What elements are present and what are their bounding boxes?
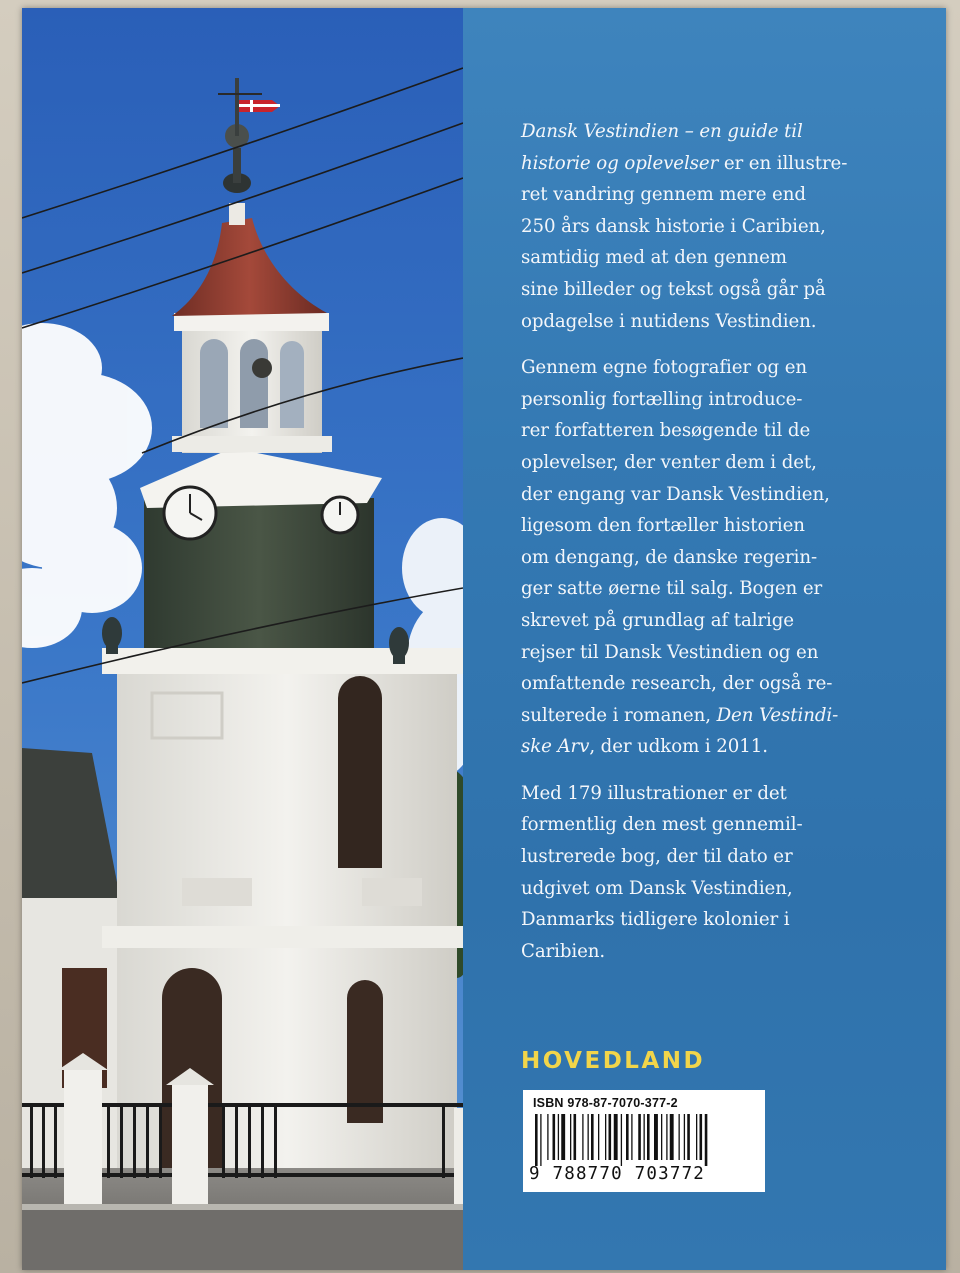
barcode-bar xyxy=(561,1114,565,1160)
barcode-bar xyxy=(705,1114,708,1166)
barcode-bar xyxy=(535,1114,538,1166)
novel-title-italic: Den Vestindi- ske Arv xyxy=(521,704,839,758)
barcode-bar xyxy=(654,1114,658,1160)
barcode-bar xyxy=(609,1114,612,1160)
barcode-bar xyxy=(684,1114,685,1160)
barcode-label xyxy=(523,1090,765,1192)
barcode-bar xyxy=(696,1114,697,1160)
blurb-paragraph-3: Med 179 illustrationer er det formentlig den mest gennemil- lustrerede bog, der til dato er udgivet om Dansk Vestindien, Danmarks tidligere kolonier i Caribien. xyxy=(521,782,803,962)
barcode-bar xyxy=(644,1114,645,1160)
barcode-bar xyxy=(621,1114,622,1166)
blurb-paragraph-2-end: , der udkom i 2011. xyxy=(589,736,768,758)
blurb xyxy=(521,116,921,982)
barcode-bar xyxy=(588,1114,589,1160)
barcode-bar xyxy=(626,1114,629,1160)
church-tower-photo xyxy=(22,8,463,1270)
barcode-bar xyxy=(540,1114,541,1166)
barcode-bar xyxy=(558,1114,559,1160)
barcode-bar xyxy=(670,1114,674,1160)
church-tower-illustration xyxy=(22,8,463,1270)
barcode-bar xyxy=(598,1114,599,1160)
barcode-bar xyxy=(582,1114,583,1160)
barcode-bar xyxy=(547,1114,548,1160)
book-back-cover xyxy=(22,8,946,1270)
barcode-bars xyxy=(533,1114,755,1166)
publisher-name: HOVEDLAND xyxy=(521,1048,706,1074)
barcode-bar xyxy=(631,1114,632,1160)
barcode-bar xyxy=(553,1114,556,1160)
barcode-bar xyxy=(661,1114,662,1160)
barcode-bar xyxy=(679,1114,680,1160)
book-title-italic: Dansk Vestindien – en guide til historie og oplevelser xyxy=(521,121,803,174)
text-panel xyxy=(463,8,946,1270)
blurb-paragraph-2-text: Gennem egne fotografier og en personlig fortælling introduce- rer forfatteren besøgende til de oplevelser, der venter dem i det, der engang var Dansk Vestindien, ligesom den fortæller historien om dengang, de danske regerin- ger satte øerne til salg. Bogen er skrevet på grundlag af talrige rejser til Dansk Vestindien og en omfattende research, der også re- sulterede i romanen, xyxy=(521,357,833,726)
barcode-bar xyxy=(638,1114,641,1160)
barcode-bar xyxy=(605,1114,606,1160)
barcode-bar xyxy=(700,1114,703,1160)
barcode-bar xyxy=(570,1114,571,1160)
isbn-label: ISBN 978-87-7070-377-2 xyxy=(533,1096,678,1110)
barcode-bar xyxy=(687,1114,690,1160)
blurb-paragraph-1-text: er en illustre- ret vandring gennem mere end 250 års dansk historie i Caribien, samtidig med at den gennem sine billeder og tekst også går på opdagelse i nutidens Vestindien. xyxy=(521,152,848,332)
barcode-digits: 9 788770 703772 xyxy=(529,1164,706,1184)
barcode-bar xyxy=(647,1114,650,1160)
barcode-bar xyxy=(614,1114,618,1160)
barcode-bar xyxy=(574,1114,577,1160)
blurb-paragraph-1 xyxy=(521,116,921,337)
blurb-paragraph-2 xyxy=(521,352,921,763)
barcode-bar xyxy=(591,1114,594,1160)
barcode-bar xyxy=(666,1114,667,1160)
